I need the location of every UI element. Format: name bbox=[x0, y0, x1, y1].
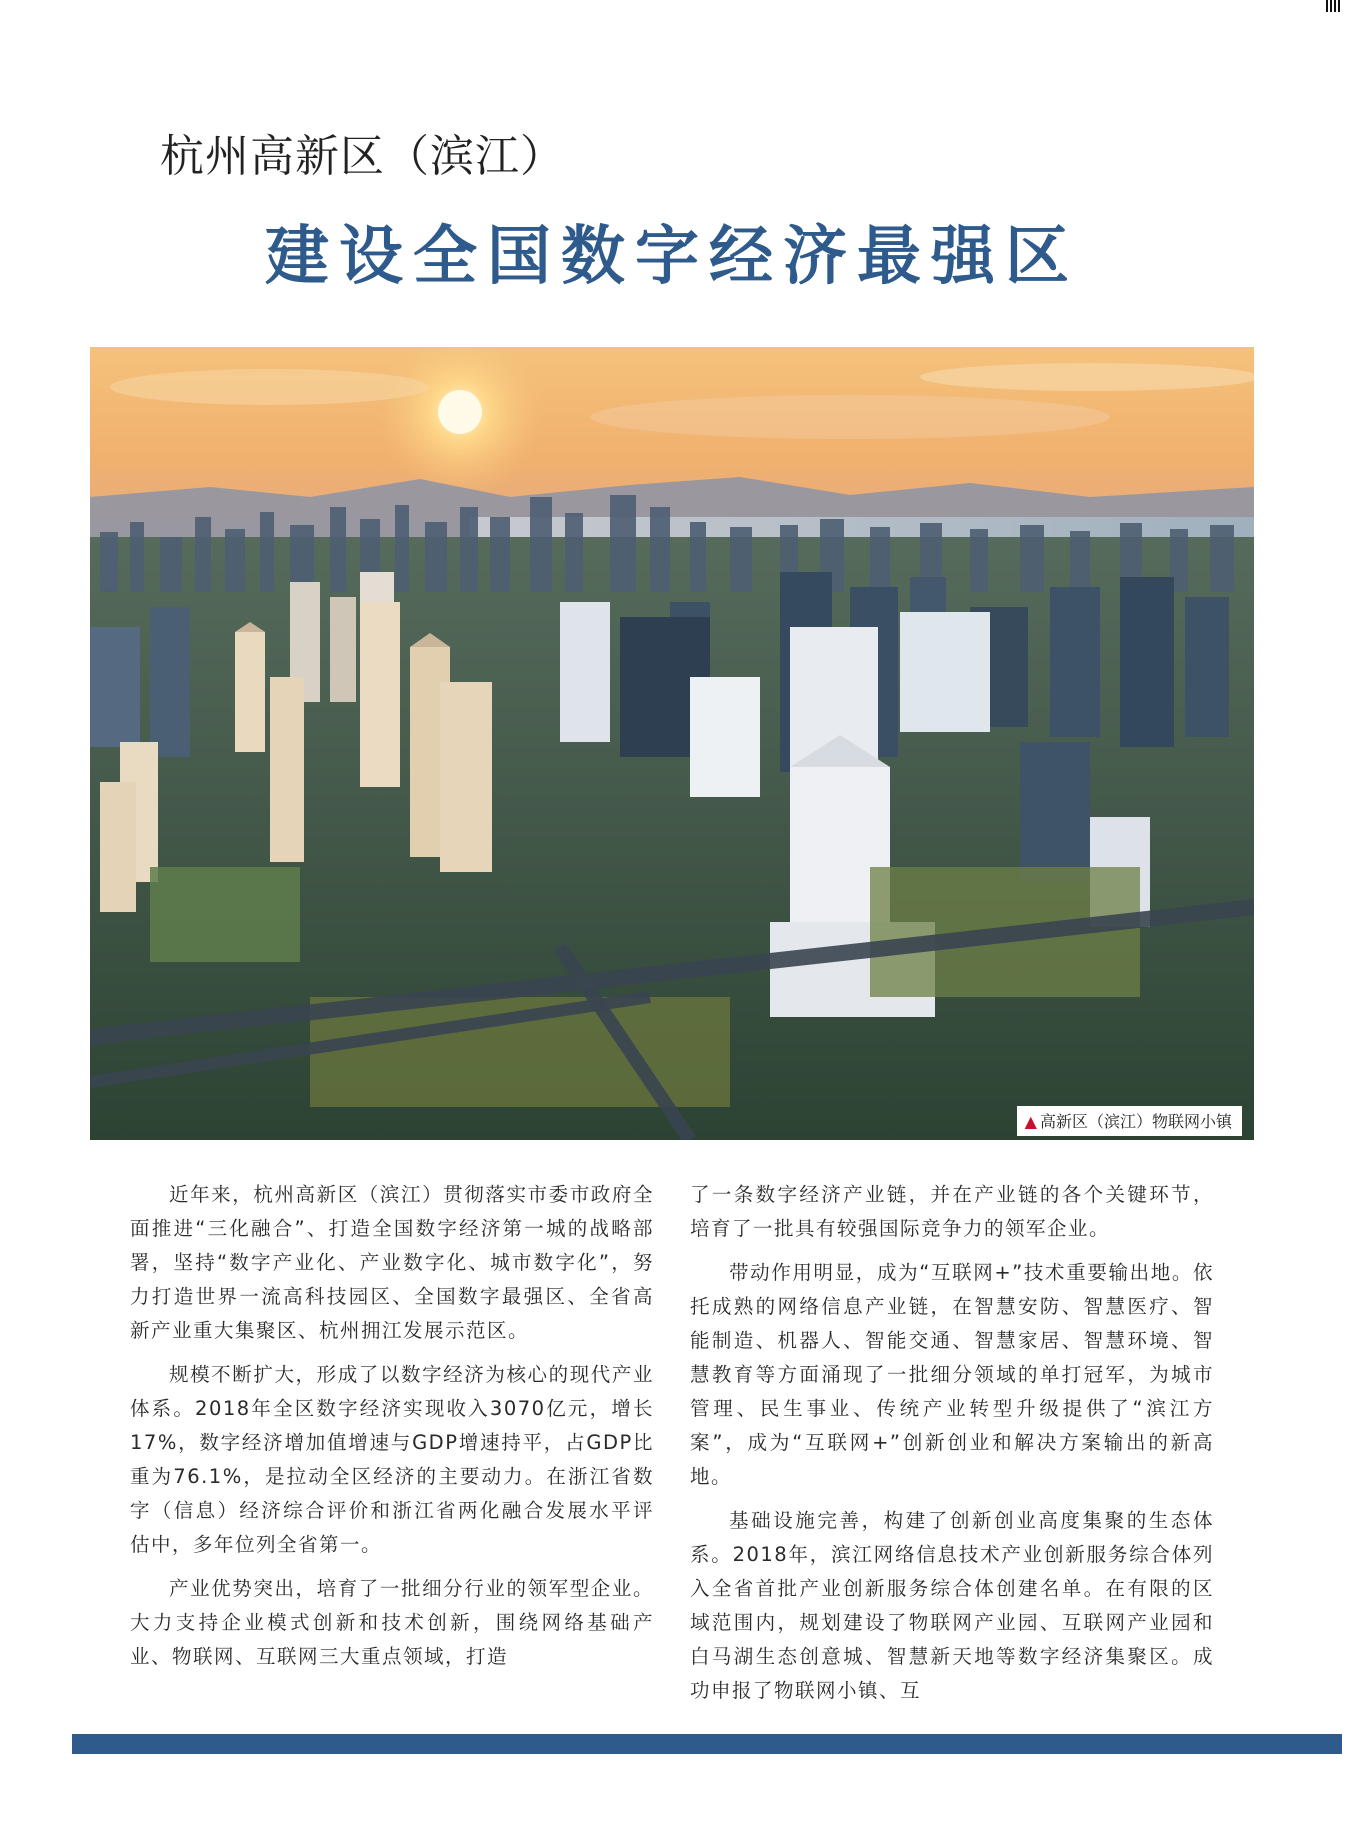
caption-triangle-icon: ▲ bbox=[1024, 1112, 1037, 1131]
article-subtitle: 杭州高新区（滨江） bbox=[160, 131, 565, 182]
photo-caption bbox=[1017, 1106, 1242, 1136]
footer-bar bbox=[72, 1734, 1342, 1754]
paragraph-scale: 规模不断扩大，形成了以数字经济为核心的现代产业体系。2018年全区数字经济实现收入3070亿元，增长17%，数字经济增加值增速与GDP增速持平，占GDP比重为76.1%，是拉动全区经济的主要动力。在浙江省数字（信息）经济综合评价和浙江省两化融合发展水平评估中，多年位列全省第一。 bbox=[130, 1363, 654, 1556]
paragraph-industry-advantage: 产业优势突出，培育了一批细分行业的领军型企业。大力支持企业模式创新和技术创新，围绕网络基础产业、物联网、互联网三大重点领域，打造 bbox=[130, 1577, 654, 1668]
article-right-column bbox=[690, 1178, 1214, 1718]
paragraph-intro: 近年来，杭州高新区（滨江）贯彻落实市委市政府全面推进“三化融合”、打造全国数字经济第一城的战略部署，坚持“数字产业化、产业数字化、城市数字化”，努力打造世界一流高科技园区、全国数字最强区、全省高新产业重大集聚区、杭州拥江发展示范区。 bbox=[130, 1183, 654, 1342]
sun bbox=[438, 390, 482, 434]
paragraph-industry-advantage-continued: 了一条数字经济产业链，并在产业链的各个关键环节，培育了一批具有较强国际竞争力的领军企业。 bbox=[690, 1183, 1214, 1240]
cityscape-photo bbox=[90, 347, 1254, 1140]
paragraph-leading-role: 带动作用明显，成为“互联网+”技术重要输出地。依托成熟的网络信息产业链，在智慧安防、智慧医疗、智能制造、机器人、智能交通、智慧家居、智慧环境、智慧教育等方面涌现了一批细分领域的单打冠军，为城市管理、民生事业、传统产业转型升级提供了“滨江方案”，成为“互联网+”创新创业和解决方案输出的新高地。 bbox=[690, 1261, 1214, 1488]
article-left-column bbox=[130, 1178, 654, 1684]
photo-caption-text: 高新区（滨江）物联网小镇 bbox=[1039, 1112, 1232, 1131]
paragraph-infrastructure: 基础设施完善，构建了创新创业高度集聚的生态体系。2018年，滨江网络信息技术产业创新服务综合体列入全省首批产业创新服务综合体创建名单。在有限的区域范围内，规划建设了物联网产业园、互联网产业园和白马湖生态创意城、智慧新天地等数字经济集聚区。成功申报了物联网小镇、互 bbox=[690, 1509, 1214, 1702]
crop-mark bbox=[1326, 0, 1340, 12]
article-headline: 建设全国数字经济最强区 bbox=[265, 219, 1079, 294]
cityscape-illustration bbox=[90, 347, 1254, 1140]
